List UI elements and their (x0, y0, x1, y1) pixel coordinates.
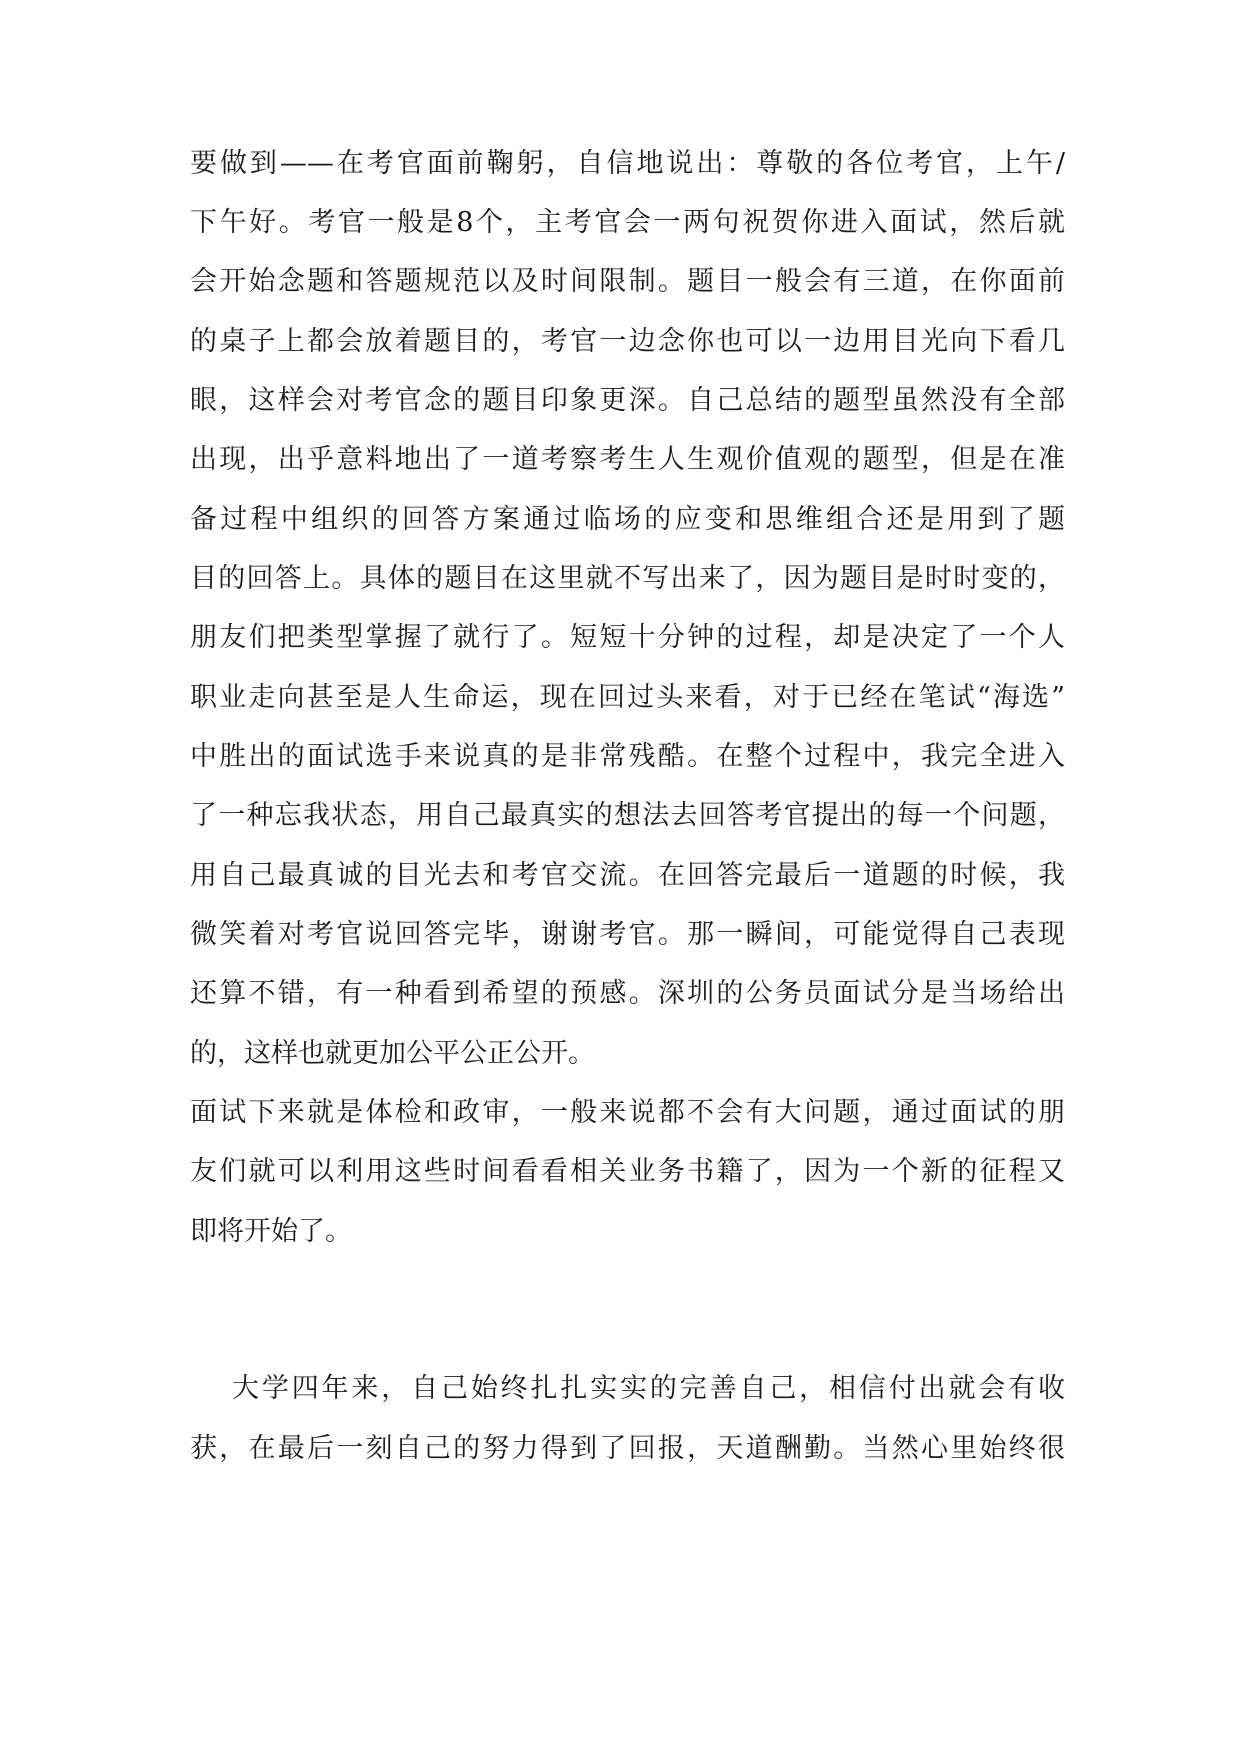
text-line: 职业走向甚至是人生命运，现在回过头来看，对于已经在笔试“海选” (190, 682, 1065, 713)
text-line: 会开始念题和答题规范以及时间限制。题目一般会有三道，在你面前 (190, 266, 1065, 297)
text-line: 中胜出的面试选手来说真的是非常残酷。在整个过程中，我完全进入 (190, 741, 1065, 772)
text-line: 友们就可以利用这些时间看看相关业务书籍了，因为一个新的征程又 (190, 1156, 1065, 1187)
text-line: 面试下来就是体检和政审，一般来说都不会有大问题，通过面试的朋 (190, 1097, 1065, 1128)
text-line: 的，这样也就更加公平公正公开。 (190, 1038, 595, 1069)
text-line: 备过程中组织的回答方案通过临场的应变和思维组合还是用到了题 (190, 504, 1065, 535)
text-line: 了一种忘我状态，用自己最真实的想法去回答考官提出的每一个问题， (190, 800, 1065, 831)
text-line: 微笑着对考官说回答完毕，谢谢考官。那一瞬间，可能觉得自己表现 (190, 919, 1065, 950)
text-line: 大学四年来，自己始终扎扎实实的完善自己，相信付出就会有收 (232, 1373, 1065, 1404)
text-line: 朋友们把类型掌握了就行了。短短十分钟的过程，却是决定了一个人 (190, 622, 1065, 653)
text-line: 目的回答上。具体的题目在这里就不写出来了，因为题目是时时变的， (190, 563, 1065, 594)
text-line: 出现，出乎意料地出了一道考察考生人生观价值观的题型，但是在准 (190, 444, 1065, 475)
text-line: 要做到——在考官面前鞠躬，自信地说出：尊敬的各位考官，上午/ (190, 148, 1065, 179)
text-line: 的桌子上都会放着题目的，考官一边念你也可以一边用目光向下看几 (190, 326, 1065, 357)
text-line: 眼，这样会对考官念的题目印象更深。自己总结的题型虽然没有全部 (190, 385, 1065, 416)
text-line: 获，在最后一刻自己的努力得到了回报，天道酬勤。当然心里始终很 (190, 1433, 1065, 1464)
text-line: 还算不错，有一种看到希望的预感。深圳的公务员面试分是当场给出 (190, 978, 1065, 1009)
text-line: 用自己最真诚的目光去和考官交流。在回答完最后一道题的时候，我 (190, 860, 1065, 891)
text-line: 下午好。考官一般是8个，主考官会一两句祝贺你进入面试，然后就 (190, 207, 1065, 238)
text-line: 即将开始了。 (190, 1216, 352, 1247)
